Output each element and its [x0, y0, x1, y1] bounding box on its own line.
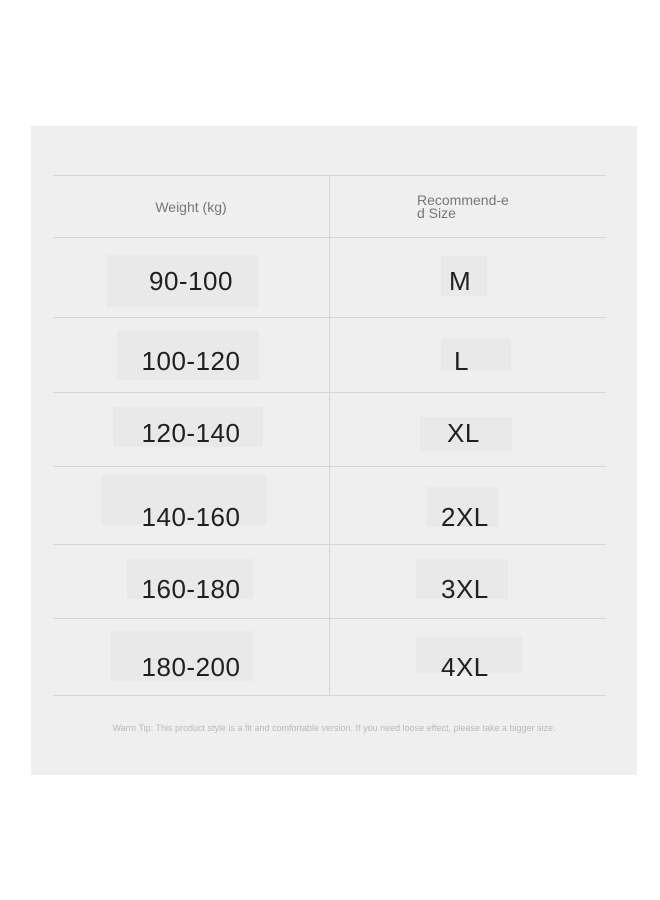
size-cell: [330, 467, 606, 544]
weight-value: 120-140: [141, 418, 241, 448]
weight-cell: [53, 318, 330, 392]
size-cell: [330, 619, 606, 695]
weight-header: Weight (kg): [155, 198, 227, 215]
weight-header-cell: [53, 176, 330, 237]
size-value: 3XL: [441, 574, 489, 604]
weight-value: 90-100: [149, 266, 233, 296]
weight-value: 180-200: [141, 651, 241, 682]
weight-value: 100-120: [141, 345, 241, 376]
weight-value: 160-180: [141, 574, 241, 604]
cell-highlight: [441, 338, 511, 370]
table-row: [53, 545, 606, 619]
size-cell: [330, 545, 606, 618]
size-header: Recommend-ed Size: [417, 191, 509, 221]
size-value: 4XL: [441, 651, 489, 682]
warm-tip-text: Warm Tip: This product style is a fit and comfortable version. If you need loose effect, please take a bigger size.: [112, 723, 556, 733]
size-value: L: [454, 345, 469, 376]
table-header-row: [53, 176, 606, 238]
table-row: [53, 619, 606, 696]
size-value: M: [449, 266, 472, 296]
weight-cell: [53, 238, 330, 317]
table-row: [53, 238, 606, 318]
weight-cell: [53, 467, 330, 544]
weight-cell: [53, 545, 330, 618]
size-value: 2XL: [441, 502, 489, 532]
table-row: [53, 467, 606, 545]
size-cell: [330, 318, 606, 392]
size-value: XL: [447, 418, 480, 448]
size-chart-card: [31, 126, 637, 775]
table-row: [53, 393, 606, 467]
size-cell: [330, 393, 606, 466]
weight-cell: [53, 393, 330, 466]
size-header-cell: [330, 176, 606, 237]
size-cell: [330, 238, 606, 317]
weight-cell: [53, 619, 330, 695]
table-row: [53, 318, 606, 393]
size-table: [53, 175, 606, 696]
weight-value: 140-160: [141, 502, 241, 532]
